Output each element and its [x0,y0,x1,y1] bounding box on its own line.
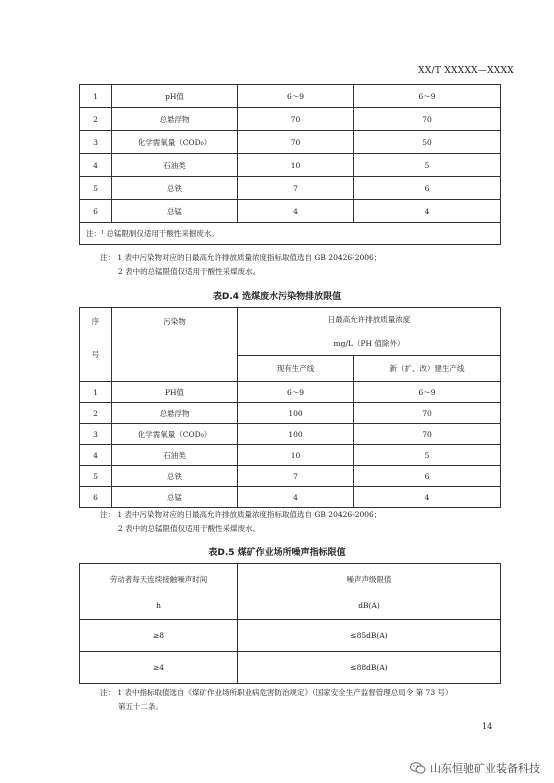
table-cell: 2 [80,403,112,424]
notes-1 [100,251,381,279]
table-cell: ≥8 [80,620,238,652]
table-cell: 10 [238,154,354,177]
table-cell: 100 [238,424,354,445]
table-2-caption: 表D.4 选煤废水污染物排放限值 [212,292,342,302]
table-cell: 50 [354,131,501,154]
table-2 [79,307,501,508]
table-row [80,200,501,223]
table-row [80,620,501,652]
table-cell: 100 [238,403,354,424]
table-cell: 总铁 [112,177,238,200]
noise-limit-header-unit: dB(A) [358,600,380,610]
note-1-line-1: 注： 1 表中污染物对应的日最高允许排放质量浓度指标取值选自 GB 20426-2006； [100,253,382,262]
table-cell: 石油类 [112,154,238,177]
table-cell: 5 [354,154,501,177]
table-row [80,177,501,200]
notes-2 [100,508,381,536]
table-row [80,108,501,131]
table-cell: 7 [238,177,354,200]
table-cell: 3 [80,424,112,445]
table-1 [79,84,501,245]
table-cell: PH值 [112,382,238,403]
notes-3 [100,686,452,714]
table-cell: 4 [80,154,112,177]
table-cell: 7 [238,466,354,487]
table-row [80,154,501,177]
table-cell: ≥4 [80,652,238,684]
table-cell: 6～9 [354,85,501,108]
table-cell: 化学需氧量（COD₀） [112,131,238,154]
note-2-line-2: 2 表中的总锰限值仅适用于酸性采煤废水。 [118,524,261,533]
note-2-line-1: 注： 1 表中污染物对应的日最高允许排放质量浓度指标取值选自 GB 20426-2006； [100,510,382,519]
table-cell: 6 [354,177,501,200]
table-cell: ≤88dB(A) [238,652,501,684]
note-1-line-2: 2 表中的总锰限值仅适用于酸性采煤废水。 [118,267,261,276]
table-cell: 4 [238,487,354,508]
seq-header [80,308,112,382]
table-cell: 70 [354,403,501,424]
table-cell: 总铁 [112,466,238,487]
table-cell: 6～9 [238,85,354,108]
table-1-inner-note: 注：¹ 总锰限制仅适用于酸性采掘废水。 [80,223,501,245]
table-cell: 化学需氧量（COD₀） [112,424,238,445]
table-row [80,131,501,154]
table-cell: 70 [238,131,354,154]
existing-line-header: 现有生产线 [238,356,354,382]
table-cell: 4 [238,200,354,223]
exposure-time-header-top: 劳动者每天连续接触噪声时间 [109,574,208,584]
seq-header-top: 序 [91,317,100,326]
page-number: 14 [482,722,493,731]
exposure-time-header-unit: h [156,600,161,610]
table-cell: 石油类 [112,445,238,466]
table-row [80,382,501,403]
table-cell: 6～9 [238,382,354,403]
watermark-text: 山东恒驰矿业装备科技 [430,762,540,775]
table-cell: pH值 [112,85,238,108]
table-cell: 总锰 [112,200,238,223]
table-cell: 5 [354,445,501,466]
table-cell: 1 [80,382,112,403]
table-cell: 2 [80,108,112,131]
table-cell: 10 [238,445,354,466]
table-cell: 总锰 [112,487,238,508]
table-3-caption: 表D.5 煤矿作业场所噪声指标限值 [208,548,346,558]
noise-limit-header-top: 噪声声级限值 [346,574,392,584]
table-cell: 70 [238,108,354,131]
table-row [80,424,501,445]
wechat-icon [410,762,426,774]
noise-limit-header [238,564,501,620]
table-cell: 6 [80,487,112,508]
table-row [80,403,501,424]
table-cell: 70 [354,108,501,131]
table-row [80,85,501,108]
table-cell: 70 [354,424,501,445]
exposure-time-header [80,564,238,620]
table-row [80,466,501,487]
table-row [80,445,501,466]
table-cell: 4 [354,487,501,508]
table-cell: 总悬浮物 [112,108,238,131]
table-cell: 5 [80,466,112,487]
table-cell: 总悬浮物 [112,403,238,424]
unit-header: mg/L（PH 值除外） [238,332,501,356]
watermark [410,760,540,776]
note-3-line-1: 注： 1 表中指标取值选自《煤矿作业场所职业病危害防治规定》（国家安全生产监督管理总局令 第 73 号） [100,688,453,697]
table-cell: 4 [80,445,112,466]
table-cell: 6 [80,200,112,223]
table-cell: 6 [354,466,501,487]
table-row [80,487,501,508]
table-cell: ≤85dB(A) [238,620,501,652]
document-code: XX/T XXXXX—XXXX [418,66,514,76]
seq-header-bottom: 号 [91,350,100,359]
table-cell: 5 [80,177,112,200]
table-row [80,652,501,684]
note-3-line-2: 第五十二条。 [118,702,163,711]
table-cell: 3 [80,131,112,154]
table-cell: 1 [80,85,112,108]
table-cell: 6～9 [354,382,501,403]
table-3 [79,563,501,684]
table-cell: 4 [354,200,501,223]
group-header: 日最高允许排放质量浓度 [238,308,501,332]
pollutant-header: 污染物 [112,308,238,382]
new-line-header: 新（扩、改）建生产线 [354,356,501,382]
